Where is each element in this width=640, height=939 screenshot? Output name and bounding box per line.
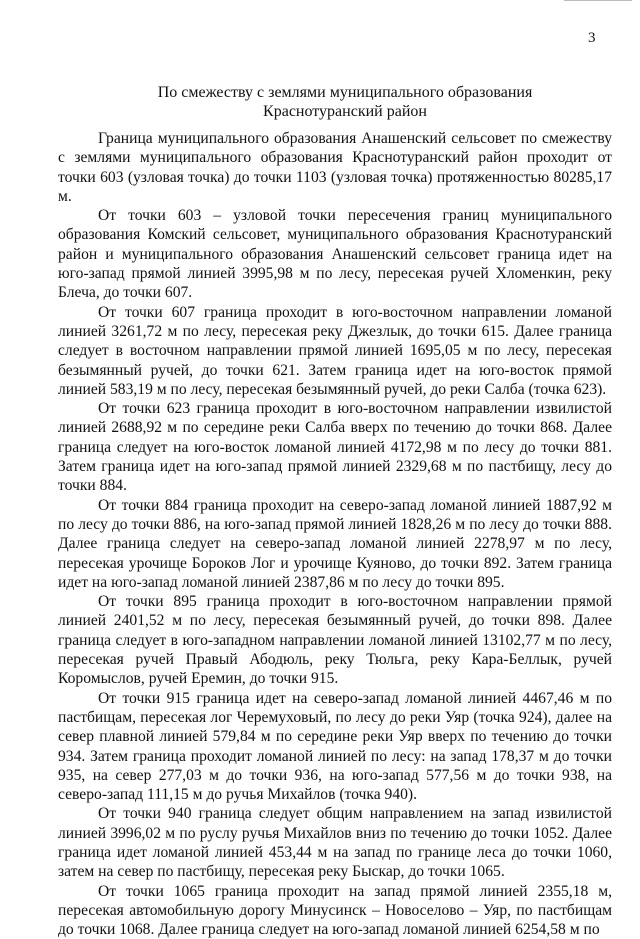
- scan-edge-line: [564, 0, 632, 1]
- paragraph: От точки 940 граница следует общим направлением на запад извилистой линией 3996,02 м по руслу ручья Михайлов вниз по течению до точки 1052. Далее граница идет ломаной линией 453,44 м на запад по границе леса до точки 1060, затем на север по пастбищу, пересекая реку Быскар, до точки 1065.: [58, 805, 612, 881]
- paragraph: От точки 1065 граница проходит на запад прямой линией 2355,18 м, пересекая автомобильную дорогу Минусинск – Новоселово – Уяр, по пастбищам до точки 1068. Далее граница следует на юго-запад ломаной линией 6254,58 м по: [58, 882, 612, 939]
- paragraph: Граница муниципального образования Анашенский сельсовет по смежеству с землями муниципального образования Краснотуранский район проходит от точки 603 (узловая точка) до точки 1103 (узловая точка) протяженностью 80285,17 м.: [58, 130, 612, 205]
- paragraph: От точки 607 граница проходит в юго-восточном направлении ломаной линией 3261,72 м по лесу, пересекая реку Джезлык, до точки 615. Далее граница следует в восточном направлении прямой линией 1695,05 м по лесу, пересекая безымянный ручей, до точки 621. Затем граница идет на юго-восток прямой линией 583,19 м по лесу, пересекая безымянный ручей, до реки Салба (точка 623).: [58, 303, 612, 398]
- heading-line-2: Краснотуранский район: [263, 103, 427, 120]
- paragraph: От точки 915 граница идет на северо-запад ломаной линией 4467,46 м по пастбищам, пересекая лог Черемуховый, по лесу до реки Уяр (точка 924), далее на север плавной линией 579,84 м по середине реки Уяр вверх по течению до точки 934. Затем граница проходит ломаной линией по лесу: на запад 178,37 м до точки 935, на север 277,03 м до точки 936, на юго-запад 577,56 м до точки 938, на северо-запад 111,15 м до ручья Михайлов (точка 940).: [58, 689, 612, 804]
- body-text: [58, 129, 612, 939]
- paragraph: От точки 884 граница проходит на северо-запад ломаной линией 1887,92 м по лесу до точки 886, на юго-запад прямой линией 1828,26 м по лесу до точки 888. Далее граница следует на северо-запад ломаной линией 2278,97 м по лесу, пересекая урочище Бороков Лог и урочище Куяново, до точки 892. Затем граница идет на юго-запад ломаной линией 2387,86 м по лесу до точки 895.: [58, 496, 612, 591]
- paragraph: От точки 895 граница проходит в юго-восточном направлении прямой линией 2401,52 м по лесу, пересекая безымянный ручей, до точки 898. Далее граница следует в юго-западном направлении ломаной линией 13102,77 м по лесу, пересекая ручей Правый Абодюль, реку Тюльга, реку Кара-Беллык, ручей Коромыслов, ручей Еремин, до точки 915.: [58, 593, 612, 688]
- page-number: 3: [588, 30, 596, 46]
- paragraph: От точки 623 граница проходит в юго-восточном направлении извилистой линией 2688,92 м по середине реки Салба вверх по течению до точки 868. Далее граница следует на юго-восток ломаной линией 4172,98 м по лесу до точки 881. Затем граница идет на юго-запад прямой линией 2329,68 м по пастбищу, лесу до точки 884.: [58, 400, 612, 495]
- paragraph: От точки 603 – узловой точки пересечения границ муниципального образования Комский сельсовет, муниципального образования Краснотуранский район и муниципального образования Анашенский сельсовет граница идет на юго-запад прямой линией 3995,98 м по лесу, пересекая ручей Хломенкин, реку Блеча, до точки 607.: [58, 207, 612, 302]
- heading-line-1: По смежеству с землями муниципального образования: [157, 84, 533, 101]
- section-heading: [80, 83, 610, 121]
